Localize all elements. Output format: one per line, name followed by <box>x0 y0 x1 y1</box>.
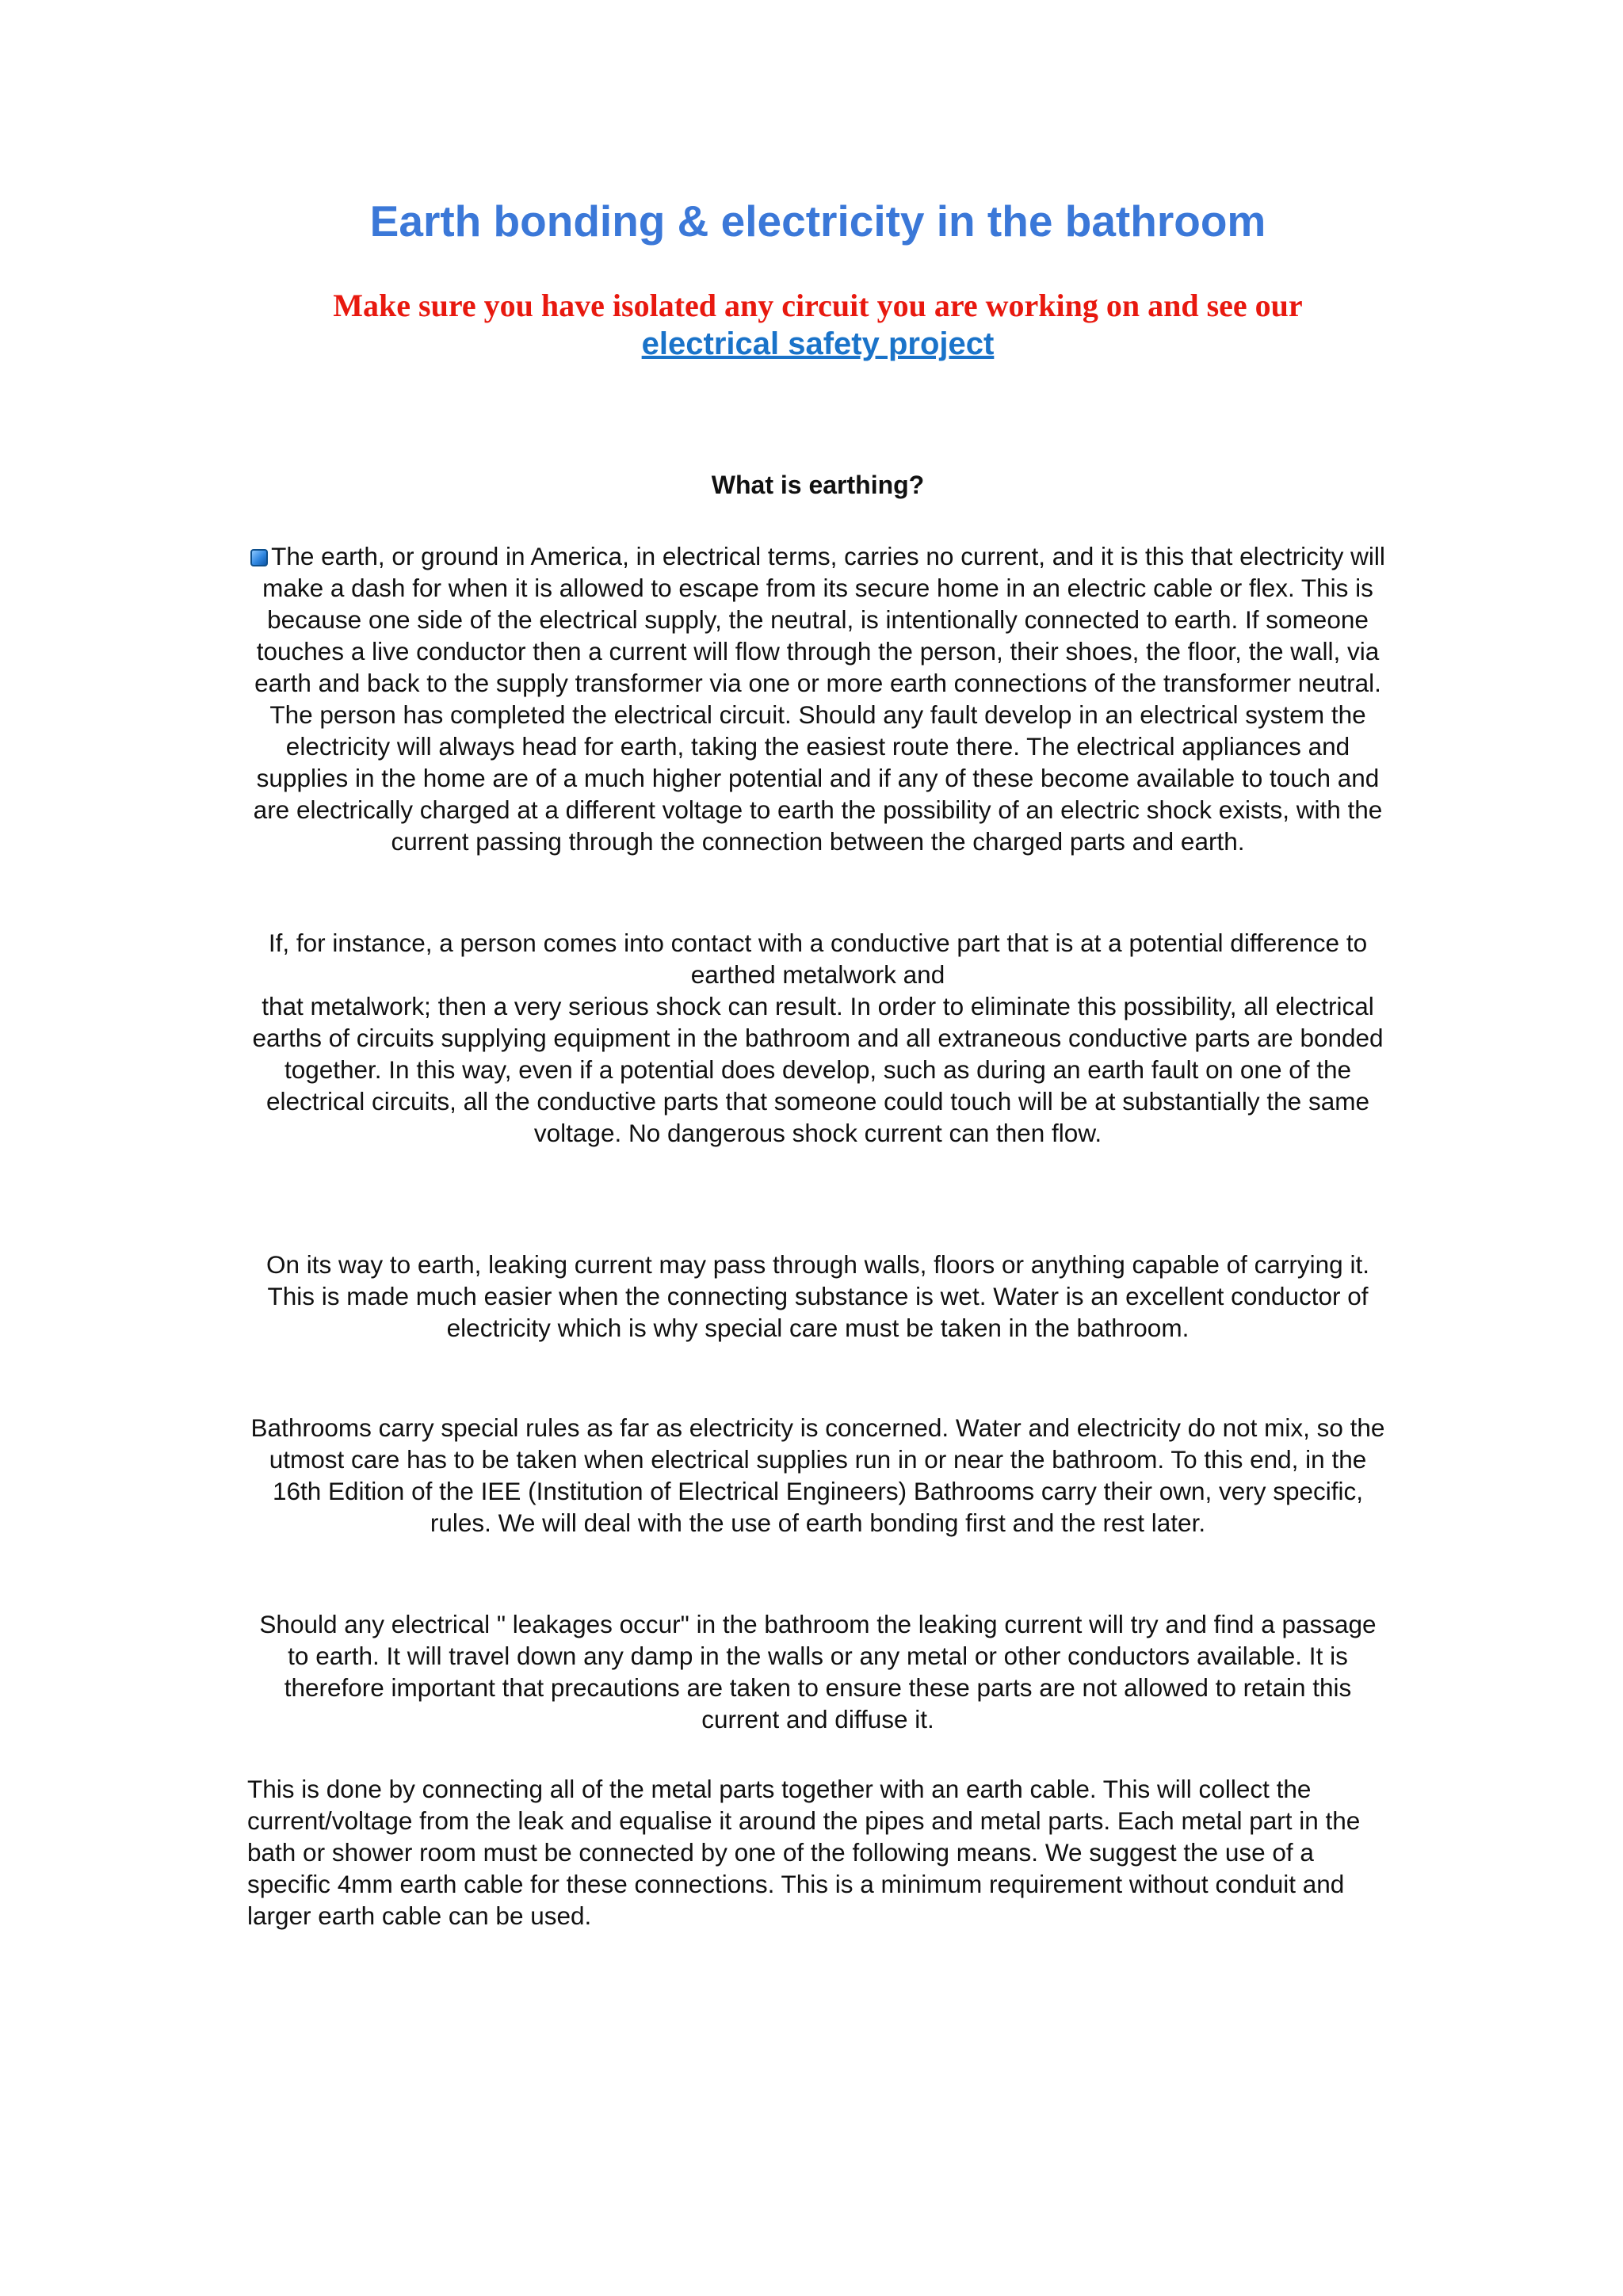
electrical-safety-project-link[interactable]: electrical safety project <box>641 326 995 361</box>
paragraph-text-part-2: that metalwork; then a very serious shock can result. In order to eliminate this possibility, all electrical earths of circuits supplying equipment in the bathroom and all extraneous conductive parts are bonded together. In this way, even if a potential does develop, such as during an earth fault on one of the electrical circuits, all the conductive parts that someone could touch will be at substantially the same voltage. No dangerous shock current can then flow. <box>252 992 1384 1147</box>
paragraph-text: The earth, or ground in America, in electrical terms, carries no current, and it is this that electricity will make a dash for when it is allowed to escape from its secure home in an electric cable or flex. This is because one side of the electrical supply, the neutral, is intentionally connected to earth. If someone touches a live conductor then a current will flow through the person, their shoes, the floor, the wall, via earth and back to the supply transformer via one or more earth connections of the transformer neutral. The person has completed the electrical circuit. Should any fault develop in an electrical system the electricity will always head for earth, taking the easiest route there. The electrical appliances and supplies in the home are of a much higher potential and if any of these become available to touch and are electrically charged at a different voltage to earth the possibility of an electric shock exists, with the current passing through the connection between the charged parts and earth. <box>253 542 1385 856</box>
paragraph-leaking-current: On its way to earth, leaking current may pass through walls, floors or anything capable of carrying it. This is made much easier when the connecting substance is wet. Water is an excellent conductor of electricity which is why special care must be taken in the bathroom. <box>266 1250 1369 1342</box>
page-title: Earth bonding & electricity in the bathroom <box>369 196 1266 246</box>
paragraph-leakages: Should any electrical " leakages occur" in the bathroom the leaking current will try and find a passage to earth. It will travel down any damp in the walls or any metal or other conductors available. It is therefore important that precautions are taken to ensure these parts are not allowed to retain this current and diffuse it. <box>259 1610 1377 1733</box>
document-page <box>247 0 1388 2296</box>
paragraph-text-part-1: If, for instance, a person comes into contact with a conductive part that is at a potential difference to earthed metalwork and <box>268 929 1368 989</box>
section-heading: What is earthing? <box>711 471 925 499</box>
warning-text: Make sure you have isolated any circuit you are working on and see our <box>333 288 1303 323</box>
paragraph-potential-difference <box>247 927 1388 1149</box>
paragraph-earthing-intro <box>247 540 1388 857</box>
blue-square-bullet-icon <box>250 549 268 566</box>
paragraph-earth-cable: This is done by connecting all of the metal parts together with an earth cable. This will collect the current/voltage from the leak and equalise it around the pipes and metal parts. Each metal part in the bath or shower room must be connected by one of the following means. We suggest the use of a specific 4mm earth cable for these connections. This is a minimum requirement without conduit and larger earth cable can be used. <box>247 1775 1361 1930</box>
paragraph-bathroom-rules: Bathrooms carry special rules as far as electricity is concerned. Water and electricity do not mix, so the utmost care has to be taken when electrical supplies run in or near the bathroom. To this end, in the 16th Edition of the IEE (Institution of Electrical Engineers) Bathrooms carry their own, very specific, rules. We will deal with the use of earth bonding first and the rest later. <box>250 1413 1385 1537</box>
safety-warning <box>247 287 1388 363</box>
